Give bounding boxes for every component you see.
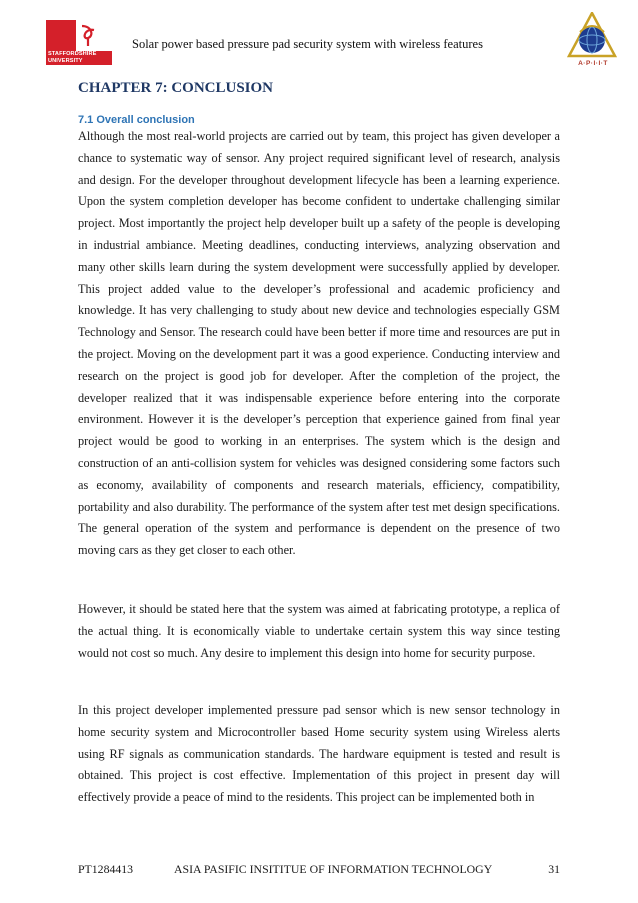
chapter-title: CHAPTER 7: CONCLUSION	[78, 80, 274, 96]
section-heading: 7.1 Overall conclusion	[78, 114, 195, 126]
apiit-logo	[566, 12, 618, 76]
globe-emblem-icon	[566, 12, 618, 62]
institution-name: ASIA PASIFIC INSITITUE OF INFORMATION TECHNOLOGY	[174, 862, 493, 876]
paragraph-2: However, it should be stated here that the system was aimed at fabricating prototype, a replica of the actual thing. It is economically viable to undertake certain system this way since testing would not cost so much. Any desire to implement this design into home for security purpose.	[78, 602, 560, 660]
page-number: 31	[548, 862, 560, 876]
student-id: PT1284413	[78, 862, 134, 876]
paragraph-1: Although the most real-world projects are carried out by team, this project has given developer a chance to systematic way of sensor. Any project required significant level of research, analysis and design. For the developer throughout development lifecycle has been a learning experience. Upon the system completion developer has become confident to undertake challenging similar project. Most importantly the project help developer built up a safety of the people is developing in industrial ambiance. Meeting deadlines, conducting interviews, analyzing observation and many other skills learn during the system development were successfully applied by developer. This project added value to the developer’s professional and academic proficiency and knowledge. It has very challenging to study about new device and technologies especially GSM Technology and Sensor. The research could have been better if more time and resources are put in the project. Moving on the development part it was a good experience. Conducting interview and research on the project is good job for developer. After the completion of the project, the developer realized that it was indispensable experience before entering into the corporate environment. However it is the developer’s perception that experience gained from final year project would be good to working in an enterprises. The system which is the design and construction of an anti-collision system for vehicles was designed considering some factors such as economy, availability of components and research materials, efficiency, compatibility, portability and also durability. The performance of the system after test met design specifications. The general operation of the system and performance is dependent on the presence of two moving cars as they get closer to each other.	[78, 129, 560, 558]
header-title: Solar power based pressure pad security system with wireless features	[132, 37, 483, 51]
logo-left-text: STAFFORDSHIRE UNIVERSITY	[46, 51, 112, 65]
logo-right-text: A·P·I·I·T	[578, 60, 608, 67]
staffordshire-university-logo	[46, 20, 112, 64]
stafford-knot-icon	[78, 22, 98, 48]
page-footer	[78, 862, 560, 878]
paragraph-3: In this project developer implemented pressure pad sensor which is new sensor technology in home security system and Microcontroller based Home security system using Wireless alerts using RF signals as communication standards. The hardware equipment is tested and result is obtained. This project is cost effective. Implementation of this project in present day will effectively provide a peace of mind to the residents. This project can be implemented both in	[78, 703, 560, 805]
